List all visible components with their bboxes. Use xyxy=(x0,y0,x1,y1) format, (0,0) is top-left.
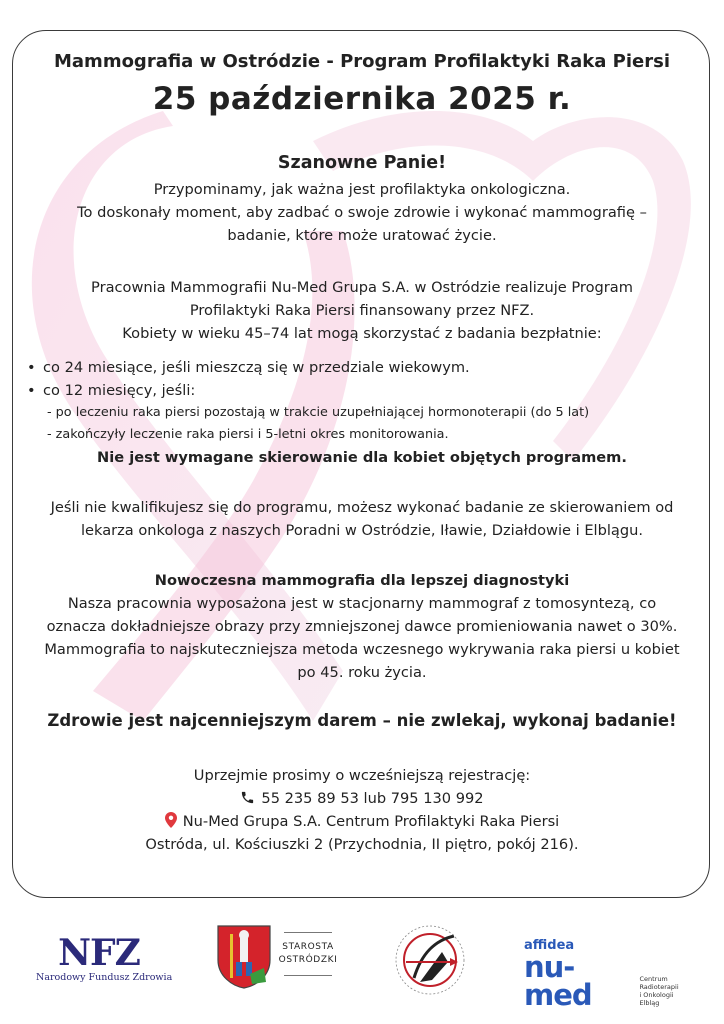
contact-phones xyxy=(13,787,710,810)
event-date: 25 października 2025 r. xyxy=(152,81,572,117)
greeting: Szanowne Panie! xyxy=(277,153,447,173)
no-referral-note: Nie jest wymagane skierowanie dla kobiet objętych programem. xyxy=(97,449,627,466)
bullet-list xyxy=(27,356,470,402)
ostroda-coat-of-arms-icon xyxy=(216,924,272,994)
program-line-1: Pracownia Mammografii Nu-Med Grupa S.A. w Ostródzie realizuje Program xyxy=(91,279,633,296)
phone-icon xyxy=(240,790,255,805)
nfz-name: Narodowy Fundusz Zdrowia xyxy=(36,972,173,983)
modern-heading: Nowoczesna mammografia dla lepszej diagnostyki xyxy=(154,572,570,589)
modern-line-1: Nasza pracownia wyposażona jest w stacjonarny mammograf z tomosyntezą, co xyxy=(67,595,657,612)
program-line-2: Profilaktyki Raka Piersi finansowany przez NFZ. xyxy=(189,302,535,319)
starosta-line-1: STAROSTA xyxy=(282,942,334,952)
starosta-line-2: OSTRÓDZKI xyxy=(278,955,338,965)
intro-line-2: To doskonały moment, aby zadbać o swoje zdrowie i wykonać mammografię – xyxy=(77,204,647,221)
place-name: Nu-Med Grupa S.A. Centrum Profilaktyki Raka Piersi xyxy=(182,813,560,830)
flyer-card xyxy=(12,30,710,898)
header-title: Mammografia w Ostródzie - Program Profilaktyki Raka Piersi xyxy=(54,51,670,72)
sub-item: - po leczeniu raka piersi pozostają w trakcie uzupełniającej hormonoterapii (do 5 lat) xyxy=(47,405,590,420)
intro-line-1: Przypominamy, jak ważna jest profilaktyka onkologiczna. xyxy=(153,181,571,198)
contact-address: Ostróda, ul. Kościuszki 2 (Przychodnia, II piętro, pokój 216). xyxy=(145,836,579,853)
modern-line-4: po 45. roku życia. xyxy=(297,664,427,681)
intro-line-3: badanie, które może uratować życie. xyxy=(227,227,497,244)
numed-affidea-logo xyxy=(524,938,704,1012)
modern-line-3: Mammografia to najskuteczniejsza metoda wczesnego wykrywania raka piersi u kobiet xyxy=(44,641,680,658)
modern-line-2: oznacza dokładniejsze obrazy przy zmniejszonej dawce promieniowania nawet o 30%. xyxy=(46,618,678,635)
numed-subtitle xyxy=(639,975,704,1007)
nfz-logo xyxy=(36,932,186,983)
numed-wordmark: nu-med xyxy=(524,950,592,1012)
map-pin-icon xyxy=(165,812,177,828)
phone-numbers: 55 235 89 53 lub 795 130 992 xyxy=(261,790,484,807)
footer-logos xyxy=(0,910,724,1020)
starosta-logo xyxy=(278,932,338,976)
contact-intro: Uprzejmie prosimy o wcześniejszą rejestrację: xyxy=(193,767,531,784)
numed-subtitle-line: i Onkologii xyxy=(639,991,674,999)
referral-line-1: Jeśli nie kwalifikujesz się do programu, możesz wykonać badanie ze skierowaniem od xyxy=(50,499,674,516)
referral-line-2: lekarza onkologa z naszych Poradni w Ostródzie, Iławie, Działdowie i Elblągu. xyxy=(80,522,644,539)
numed-subtitle-line: Centrum Radioterapii xyxy=(639,975,679,991)
closing-slogan: Zdrowie jest najcenniejszym darem – nie zwlekaj, wykonaj badanie! xyxy=(47,711,677,730)
affidea-wordmark: affidea xyxy=(524,938,575,953)
sub-item-list xyxy=(47,402,589,446)
program-line-3: Kobiety w wieku 45–74 lat mogą skorzystać z badania bezpłatnie: xyxy=(122,325,602,342)
sub-item: - zakończyły leczenie raka piersi i 5-letni okres monitorowania. xyxy=(47,427,449,442)
nfz-mark: NFZ xyxy=(58,932,140,974)
amazonki-association-logo xyxy=(392,922,468,1002)
bullet-item: • co 24 miesiące, jeśli mieszczą się w przedziale wiekowym. xyxy=(27,356,470,379)
contact-place xyxy=(13,810,710,833)
numed-subtitle-line: Elbląg xyxy=(639,999,660,1007)
bullet-item: • co 12 miesięcy, jeśli: xyxy=(27,379,470,402)
